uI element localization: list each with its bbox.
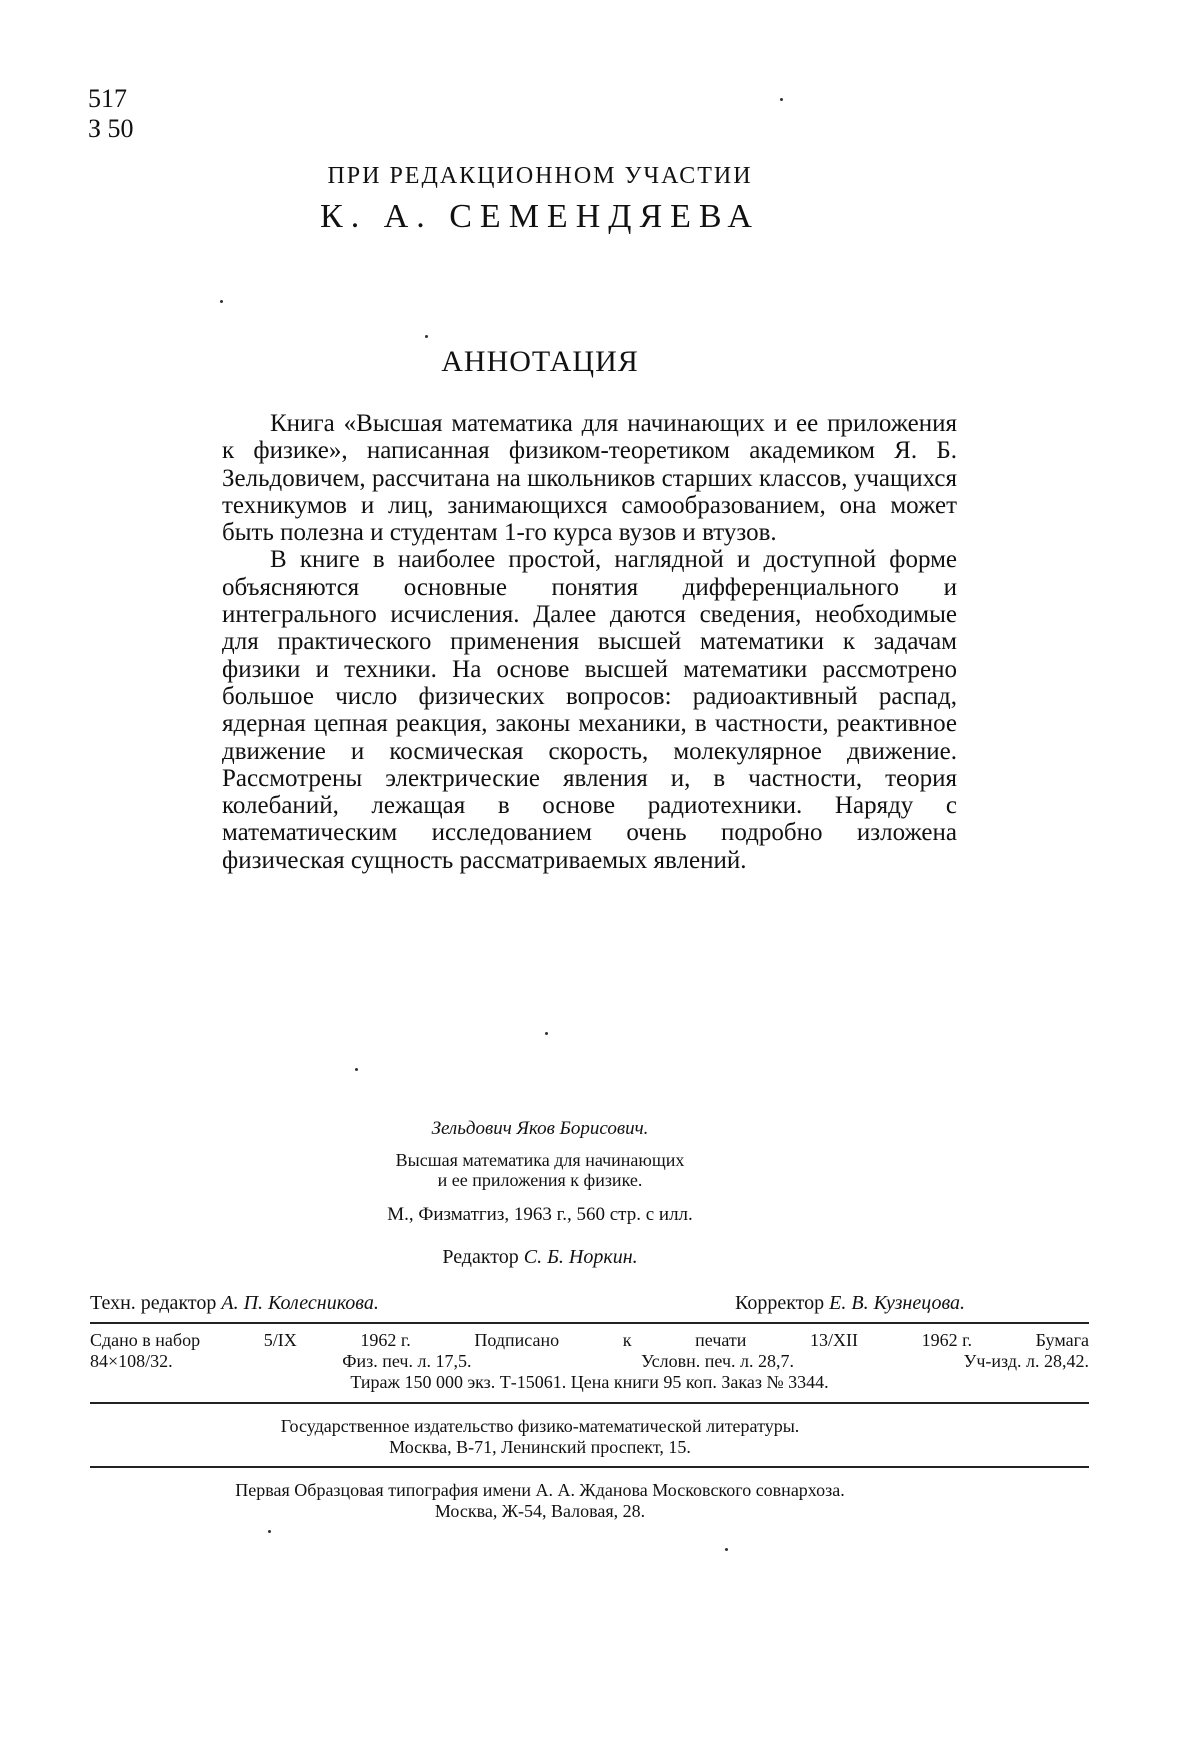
print-conditional-sheets: Условн. печ. л. 28,7. (641, 1351, 794, 1371)
divider (90, 1466, 1089, 1468)
print-signed-press: печати (695, 1330, 747, 1350)
tech-editor-label: Техн. редактор (90, 1292, 217, 1314)
editorial-heading: ПРИ РЕДАКЦИОННОМ УЧАСТИИ (327, 163, 753, 189)
print-paper: Бумага (1035, 1330, 1089, 1350)
publisher-line-2: Москва, В-71, Ленинский проспект, 15. (389, 1437, 691, 1457)
corrector-name: Е. В. Кузнецова. (829, 1292, 966, 1314)
printer-line-2: Москва, Ж-54, Валовая, 28. (434, 1501, 646, 1521)
scan-speck (725, 1548, 728, 1551)
imprint-editor (0, 1246, 1080, 1269)
print-data-row-1 (90, 1330, 1089, 1351)
print-data-row-2 (90, 1351, 1089, 1372)
imprint-book-title (0, 1150, 1080, 1190)
print-submitted-year: 1962 г. (360, 1330, 411, 1350)
imprint-publication: М., Физматгиз, 1963 г., 560 стр. с илл. (387, 1204, 693, 1225)
scan-speck (780, 98, 783, 101)
annotation-paragraph-1: Книга «Высшая математика для начинающих и ее приложения к физике», написанная физиком-теоретиком академиком Я. Б. Зельдовичем, рассчитана на школьников старших классов, учащихся техникумов и лиц, занимающихся самообразованием, она может быть полезна и студентам 1-го курса вузов и втузов. (222, 410, 957, 547)
publisher-line-1: Государственное издательство физико-математической литературы. (280, 1416, 800, 1436)
corrector-label: Корректор (735, 1292, 825, 1314)
scan-speck (355, 1068, 358, 1071)
print-format: 84×108/32. (90, 1351, 173, 1371)
scan-speck (220, 300, 223, 303)
imprint-corrector (735, 1292, 965, 1315)
print-signed-date: 13/XII (810, 1330, 859, 1350)
print-submitted: Сдано в набор (90, 1330, 201, 1350)
imprint-tech-editor (90, 1292, 379, 1315)
editorial-name: К. А. СЕМЕНДЯЕВА (320, 198, 760, 235)
divider (90, 1322, 1089, 1324)
printer-line-1: Первая Образцовая типография имени А. А. Жданова Московского совнархоза. (235, 1480, 845, 1500)
udc-classification (88, 84, 134, 144)
scan-speck (425, 335, 428, 338)
editor-name: С. Б. Норкин. (523, 1246, 638, 1268)
editor-label: Редактор (442, 1246, 519, 1268)
print-data-row-3: Тираж 150 000 экз. Т-15061. Цена книги 95 коп. Заказ № 3344. (350, 1372, 829, 1392)
annotation-paragraph-2: В книге в наиболее простой, наглядной и доступной форме объясняются основные понятия дифференциального и интегрального исчисления. Далее даются сведения, необходимые для практического применения высшей математики к задачам физики и техники. На основе высшей математики рассмотрено большое число физических вопросов: радиоактивный распад, ядерная цепная реакция, законы механики, в частности, реактивное движение и космическая скорость, молекулярное движение. Рассмотрены электрические явления и, в частности, теория колебаний, лежащая в основе радиотехники. Наряду с математическим исследованием очень подробно изложена физическая сущность рассматриваемых явлений. (222, 546, 957, 874)
imprint-title-line-1: Высшая математика для начинающих (395, 1150, 685, 1170)
annotation-title: АННОТАЦИЯ (441, 345, 639, 378)
print-publishing-sheets: Уч-изд. л. 28,42. (963, 1351, 1089, 1371)
imprint-publisher (0, 1416, 1080, 1458)
udc-line-1: 517 (88, 84, 127, 113)
scan-speck (268, 1530, 271, 1533)
imprint-printer (0, 1480, 1080, 1522)
print-submitted-date: 5/IX (263, 1330, 297, 1350)
imprint-print-data (90, 1330, 1089, 1393)
print-signed: Подписано (474, 1330, 560, 1350)
imprint-author: Зельдович Яков Борисович. (431, 1118, 649, 1139)
print-signed-to: к (622, 1330, 632, 1350)
print-signed-year: 1962 г. (921, 1330, 973, 1350)
tech-editor-name: А. П. Колесникова. (221, 1292, 379, 1314)
annotation-body (222, 410, 957, 874)
scan-speck (545, 1032, 548, 1035)
imprint-title-line-2: и ее приложения к физике. (437, 1170, 643, 1190)
divider (90, 1402, 1089, 1404)
print-sheets: Физ. печ. л. 17,5. (342, 1351, 472, 1371)
udc-line-2: З 50 (88, 114, 134, 143)
